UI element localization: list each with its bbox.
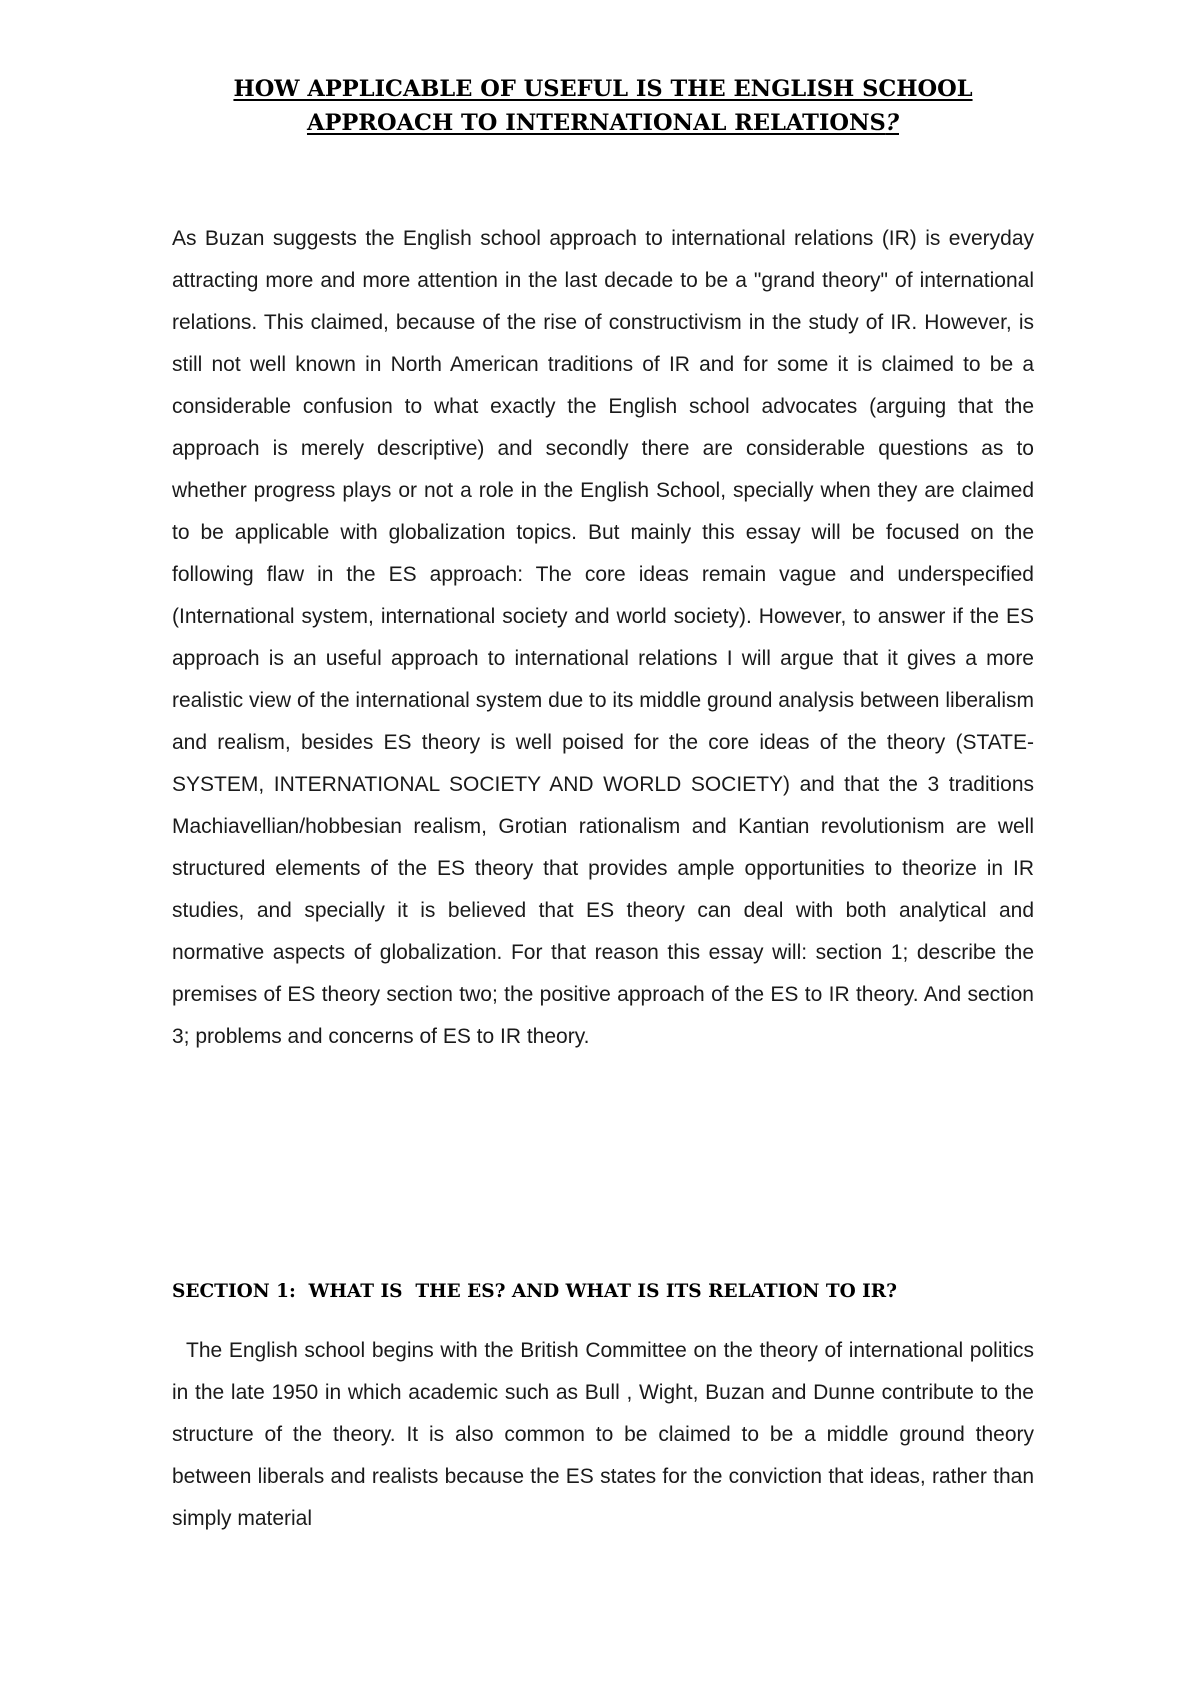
- section-1-paragraph: The English school begins with the British Committee on the theory of international politics in the late 1950 in which academic such as Bull , Wight, Buzan and Dunne contribute to the structure of the theory. It is also common to be claimed to be a middle ground theory between liberals and realists because the ES states for the conviction that ideas, rather than simply material: [172, 1339, 1034, 1530]
- title-line-1: HOW APPLICABLE OF USEFUL IS THE ENGLISH SCHOOL: [233, 76, 973, 102]
- section-1-heading: SECTION 1: WHAT IS THE ES? AND WHAT IS ITS RELATION TO IR?: [172, 1281, 898, 1302]
- document-title: [172, 72, 1034, 140]
- intro-paragraph: As Buzan suggests the English school approach to international relations (IR) is everyday attracting more and more attention in the last decade to be a "grand theory" of international relations. This claimed, because of the rise of constructivism in the study of IR. However, is still not well known in North American traditions of IR and for some it is claimed to be a considerable confusion to what exactly the English school advocates (arguing that the approach is merely descriptive) and secondly there are considerable questions as to whether progress plays or not a role in the English School, specially when they are claimed to be applicable with globalization topics. But mainly this essay will be focused on the following flaw in the ES approach: The core ideas remain vague and underspecified (International system, international society and world society). However, to answer if the ES approach is an useful approach to international relations I will argue that it gives a more realistic view of the international system due to its middle ground analysis between liberalism and realism, besides ES theory is well poised for the core ideas of the theory (STATE-SYSTEM, INTERNATIONAL SOCIETY AND WORLD SOCIETY) and that the 3 traditions Machiavellian/hobbesian realism, Grotian rationalism and Kantian revolutionism are well structured elements of the ES theory that provides ample opportunities to theorize in IR studies, and specially it is believed that ES theory can deal with both analytical and normative aspects of globalization. For that reason this essay will: section 1; describe the premises of ES theory section two; the positive approach of the ES to IR theory. And section 3; problems and concerns of ES to IR theory.: [172, 227, 1034, 1048]
- title-question-mark: ?: [885, 110, 899, 136]
- title-line-2: APPROACH TO INTERNATIONAL RELATIONS: [306, 110, 886, 136]
